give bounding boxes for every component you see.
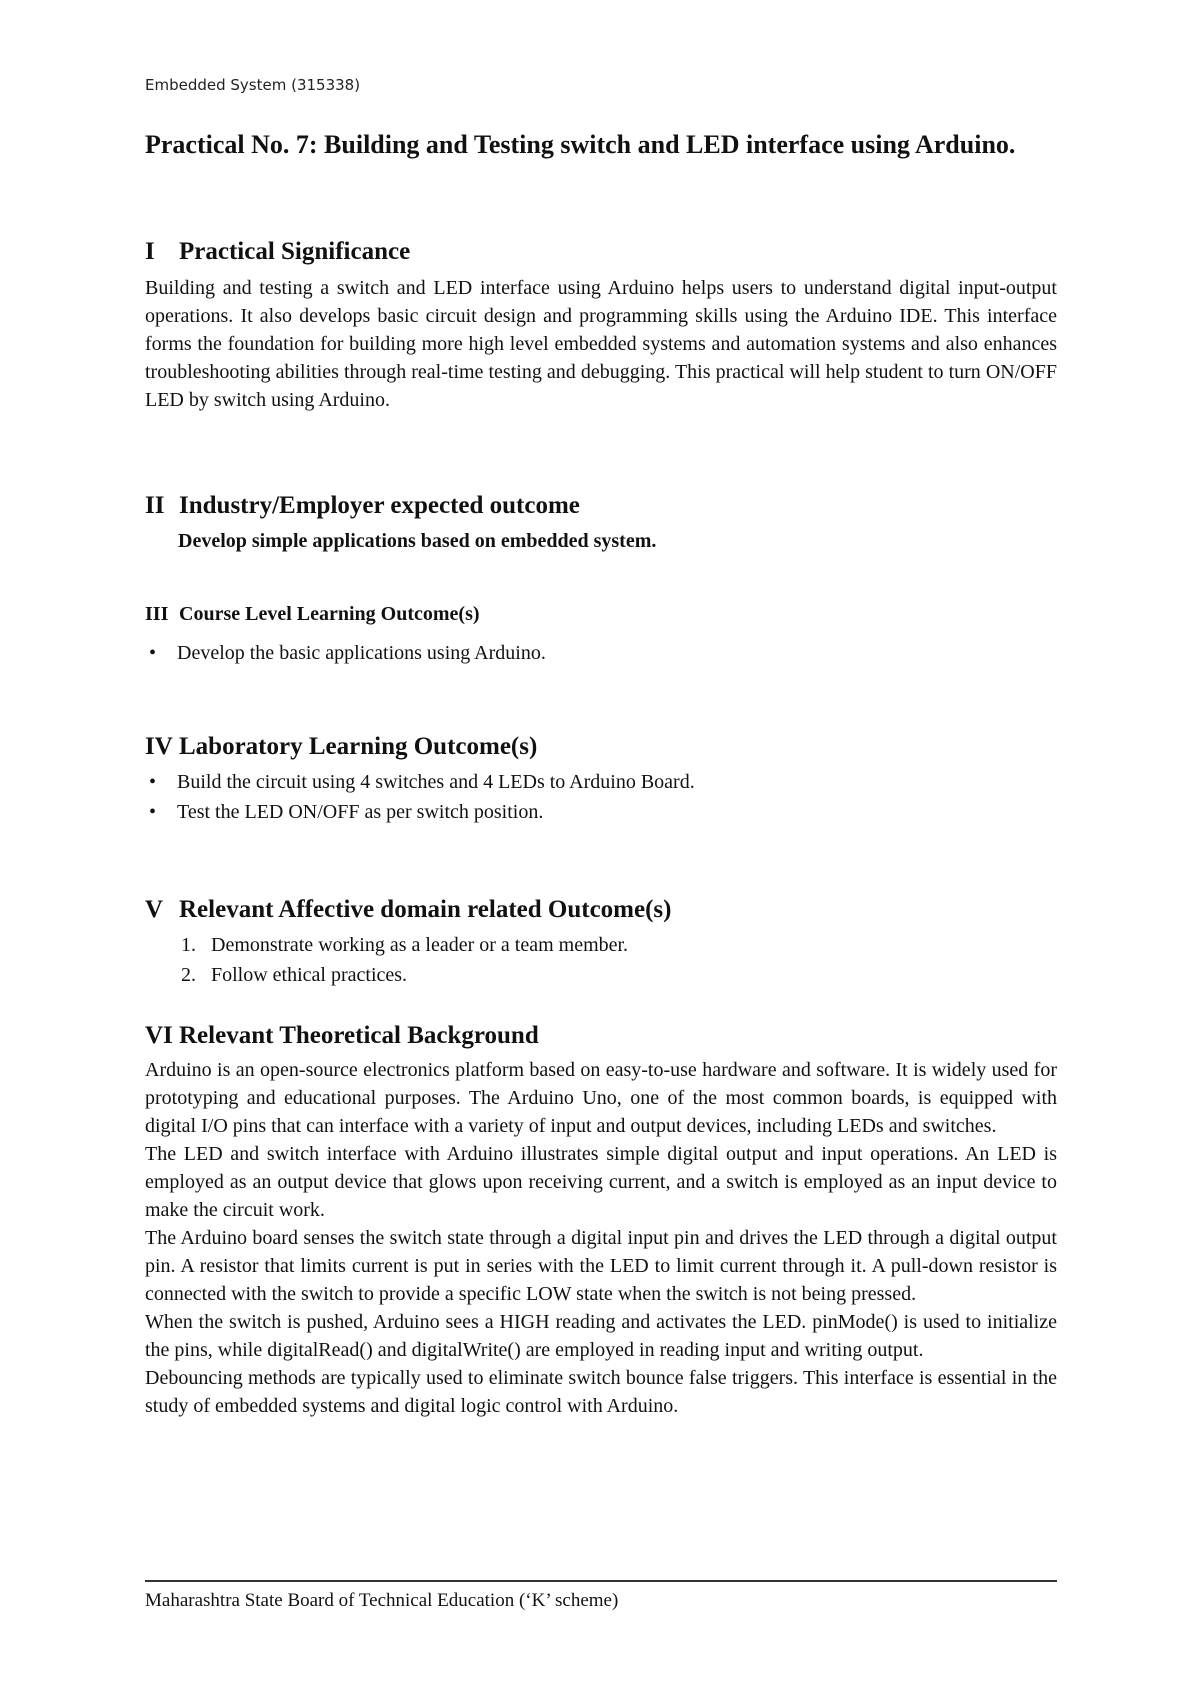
item-text: Demonstrate working as a leader or a team member. bbox=[211, 934, 629, 956]
paragraph: Arduino is an open-source electronics platform based on easy-to-use hardware and software. It is widely used for prototyping and educational purposes. The Arduino Uno, one of the most common boards, is equipped with digital I/O pins that can interface with a variety of input and output devices, including LEDs and switches. bbox=[145, 1059, 1057, 1137]
section-title: Relevant Affective domain related Outcome(s) bbox=[179, 896, 672, 923]
section-heading bbox=[145, 733, 1057, 761]
section-industry-outcome bbox=[145, 492, 1057, 553]
paragraph: The Arduino board senses the switch state through a digital input pin and drives the LED through a digital output pin. A resistor that limits current is put in series with the LED to limit current through it. A pull-down resistor is connected with the switch to provide a specific LOW state when the switch is not being pressed. bbox=[145, 1227, 1057, 1305]
item-number: 2. bbox=[181, 964, 196, 986]
list-item bbox=[145, 960, 1057, 990]
running-header: Embedded System (315338) bbox=[145, 76, 361, 94]
lab-outcome-list bbox=[145, 767, 1057, 827]
section-number: II bbox=[145, 492, 165, 519]
section-number: IV bbox=[145, 733, 173, 760]
list-item: • Test the LED ON/OFF as per switch position. bbox=[145, 797, 1057, 827]
section-theoretical-background bbox=[145, 1022, 1057, 1420]
section-affective-outcome bbox=[145, 896, 1057, 990]
section-lab-outcome bbox=[145, 733, 1057, 827]
section-title: Practical Significance bbox=[179, 238, 411, 265]
section-text: Building and testing a switch and LED interface using Arduino helps users to understand digital input-output operations. It also develops basic circuit design and programming skills using the Arduino IDE. This interface forms the foundation for building more high level embedded systems and automation systems and also enhances troubleshooting abilities through real-time testing and debugging. This practical will help student to turn ON/OFF LED by switch using Arduino. bbox=[145, 277, 1057, 411]
section-title: Laboratory Learning Outcome(s) bbox=[179, 733, 538, 760]
item-text: Follow ethical practices. bbox=[211, 964, 408, 986]
item-number: 1. bbox=[181, 934, 196, 956]
section-number: VI bbox=[145, 1022, 173, 1049]
section-title: Course Level Learning Outcome(s) bbox=[179, 603, 480, 625]
list-item: • Develop the basic applications using Arduino. bbox=[145, 638, 1057, 668]
section-course-outcome bbox=[145, 603, 1057, 668]
section-heading bbox=[145, 896, 1057, 924]
section-title: Industry/Employer expected outcome bbox=[179, 492, 580, 519]
paragraph: Debouncing methods are typically used to eliminate switch bounce false triggers. This interface is essential in the study of embedded systems and digital logic control with Arduino. bbox=[145, 1367, 1057, 1417]
course-outcome-list bbox=[145, 638, 1057, 668]
outcome-text: Develop simple applications based on embedded system. bbox=[178, 530, 657, 552]
list-item bbox=[145, 930, 1057, 960]
section-heading bbox=[145, 238, 1057, 266]
section-heading bbox=[145, 603, 1057, 626]
section-heading bbox=[145, 1022, 1057, 1050]
affective-outcome-list bbox=[145, 930, 1057, 990]
section-number: V bbox=[145, 896, 164, 923]
running-footer: Maharashtra State Board of Technical Education (‘K’ scheme) bbox=[145, 1590, 619, 1611]
section-number: III bbox=[145, 603, 169, 625]
section-heading bbox=[145, 492, 1057, 520]
section-title: Relevant Theoretical Background bbox=[179, 1022, 539, 1049]
section-practical-significance bbox=[145, 238, 1057, 414]
paragraph: When the switch is pushed, Arduino sees a HIGH reading and activates the LED. pinMode() is used to initialize the pins, while digitalRead() and digitalWrite() are employed in reading input and writing output. bbox=[145, 1311, 1057, 1361]
footer-divider bbox=[145, 1580, 1057, 1582]
page-title: Practical No. 7: Building and Testing switch and LED interface using Arduino. bbox=[145, 130, 1016, 159]
section-number: I bbox=[145, 238, 155, 265]
list-item: • Build the circuit using 4 switches and 4 LEDs to Arduino Board. bbox=[145, 767, 1057, 797]
paragraph: The LED and switch interface with Arduino illustrates simple digital output and input operations. An LED is employed as an output device that glows upon receiving current, and a switch is employed as an input device to make the circuit work. bbox=[145, 1143, 1057, 1221]
